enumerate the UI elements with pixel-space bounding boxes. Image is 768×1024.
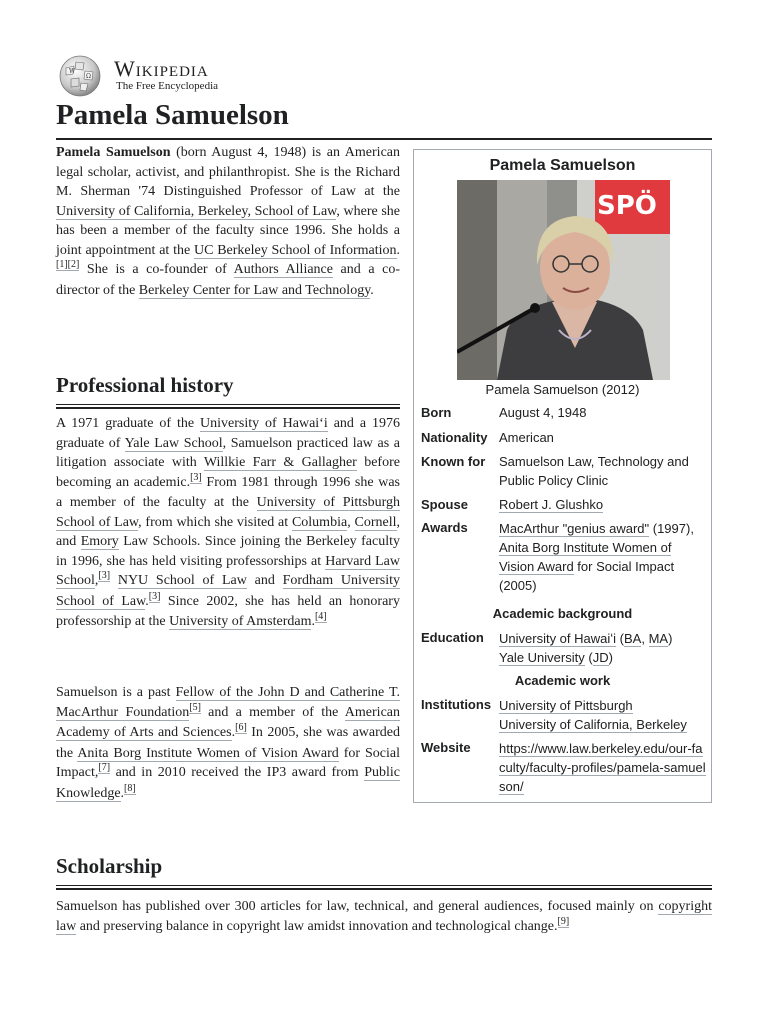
- infobox-label-institutions: Institutions: [421, 697, 492, 712]
- infobox-label-awards: Awards: [421, 520, 468, 535]
- link-macarthur-fellow[interactable]: Fellow of the John D and Catherine T. MacArthur Foundation: [56, 685, 401, 720]
- infobox-heading-academic-background: Academic background: [492, 606, 633, 621]
- wikipedia-logo[interactable]: [56, 54, 256, 98]
- svg-text:Ω: Ω: [86, 73, 91, 80]
- infobox-value-known-for: Samuelson Law, Technology and Public Policy Clinic: [499, 454, 689, 488]
- link-columbia[interactable]: Columbia: [291, 514, 348, 530]
- link-website[interactable]: https://www.law.berkeley.edu/our-faculty/faculty-profiles/pamela-samuelson/: [499, 741, 706, 794]
- intro-text: .: [396, 242, 400, 258]
- photo-sign-text: SPÖ: [597, 191, 657, 221]
- infobox-value-awards: MacArthur "genius award" (1997), Anita Borg Institute Women of Vision Award for Social Impact (2005): [499, 521, 694, 593]
- link-ma[interactable]: MA: [648, 631, 669, 646]
- section-heading-scholarship: Scholarship: [56, 851, 712, 886]
- link-harvard-law-school[interactable]: Harvard Law School: [56, 553, 400, 588]
- infobox-title: Pamela Samuelson: [489, 157, 636, 174]
- citation-5[interactable]: [5]: [189, 701, 201, 713]
- photo-caption: Pamela Samuelson (2012): [485, 382, 640, 397]
- link-anita-borg-women-of-vision[interactable]: Anita Borg Institute Women of Vision Award: [499, 540, 672, 574]
- wikipedia-wordmark: Wikipedia: [114, 56, 209, 81]
- infobox: [413, 149, 712, 803]
- link-robert-glushko[interactable]: Robert J. Glushko: [499, 497, 604, 512]
- link-uc-berkeley-law[interactable]: University of California, Berkeley, School of Law: [56, 203, 337, 219]
- link-university-of-hawaii[interactable]: University of Hawaiʻi: [200, 416, 328, 431]
- link-inst-uc-berkeley[interactable]: University of California, Berkeley: [499, 717, 687, 732]
- wikipedia-globe-icon: [56, 54, 104, 98]
- intro-paragraph: [56, 143, 400, 300]
- infobox-value-institutions: [499, 696, 707, 734]
- svg-text:W: W: [69, 68, 76, 75]
- wikipedia-tagline: The Free Encyclopedia: [116, 80, 219, 92]
- citation-4[interactable]: [4]: [314, 611, 327, 622]
- citation-3b[interactable]: [3]: [98, 570, 111, 581]
- citation-8[interactable]: [8]: [124, 782, 136, 794]
- link-nyu-law[interactable]: NYU School of Law: [117, 573, 247, 588]
- infobox-value-education: University of Hawaiʻi (BA, MA) Yale University (JD): [499, 631, 673, 665]
- link-yale-law-school[interactable]: Yale Law School: [124, 435, 223, 451]
- citation-1[interactable]: [1]: [56, 259, 68, 270]
- infobox-label-nationality: Nationality: [421, 430, 488, 445]
- citation-6[interactable]: [6]: [235, 722, 247, 733]
- infobox-label-known-for: Known for: [421, 454, 486, 469]
- link-yale-university[interactable]: Yale University: [499, 650, 585, 665]
- citation-3[interactable]: [3]: [190, 471, 202, 483]
- link-copyright-law[interactable]: copyright law: [56, 899, 712, 934]
- infobox-value-nationality: American: [499, 430, 554, 445]
- intro-text: and a co-director of the: [56, 262, 401, 298]
- link-jd[interactable]: JD: [592, 650, 609, 665]
- professional-history-paragraph-1: A 1971 graduate of the University of Hawaiʻi and a 1976 graduate of Yale Law School, Samuelson practiced law as a litigation associate with Willkie Farr & Gallagher before becoming an academic.[3] From 1981 through 1996 she was a member of the faculty at the University of Pittsburgh School of Law, from which she visited at Columbia, Cornell, and Emory Law Schools. Since joining the Berkeley faculty in 1996, she has held visiting professorships at Harvard Law School,[3] NYU School of Law and Fordham University School of Law.[3] Since 2002, she has held an honorary professorship at the University of Amsterdam.[4]: [56, 416, 401, 629]
- intro-text: (born August 4, 1948) is an American legal scholar, activist, and philanthropist. She is the Richard M. Sherman '74 Distinguished Professor of Law at the: [56, 145, 400, 199]
- citation-3c[interactable]: [3]: [148, 590, 161, 602]
- link-edu-hawaii[interactable]: University of Hawaiʻi: [499, 631, 617, 646]
- link-uc-berkeley-information[interactable]: UC Berkeley School of Information: [193, 242, 397, 258]
- link-willkie-farr-gallagher[interactable]: Willkie Farr & Gallagher: [203, 455, 357, 470]
- link-macarthur-genius-award[interactable]: MacArthur "genius award": [499, 521, 650, 536]
- section-heading-professional-history: Professional history: [56, 370, 400, 405]
- citation-2[interactable]: [2]: [67, 259, 80, 270]
- link-anita-borg-award[interactable]: Anita Borg Institute Women of Vision Award: [77, 745, 339, 761]
- infobox-value-spouse: [499, 495, 707, 514]
- infobox-label-spouse: Spouse: [421, 497, 468, 512]
- infobox-value-born: August 4, 1948: [499, 405, 587, 420]
- link-inst-pittsburgh[interactable]: University of Pittsburgh: [499, 698, 633, 713]
- link-public-knowledge[interactable]: Public Knowledge: [56, 765, 400, 801]
- intro-text: .: [370, 282, 374, 298]
- subject-name: Pamela Samuelson: [56, 145, 171, 160]
- link-american-academy[interactable]: American Academy of Arts and Sciences: [56, 704, 400, 740]
- link-berkeley-center-law-tech[interactable]: Berkeley Center for Law and Technology: [138, 282, 371, 298]
- link-authors-alliance[interactable]: Authors Alliance: [233, 262, 333, 277]
- link-fordham-law[interactable]: Fordham University School of Law: [56, 573, 401, 609]
- infobox-value-website: [499, 739, 707, 796]
- citation-7[interactable]: [7]: [98, 762, 111, 773]
- infobox-label-education: Education: [421, 630, 484, 645]
- portrait-photo[interactable]: [457, 180, 670, 380]
- professional-history-paragraph-2: Samuelson is a past Fellow of the John D and Catherine T. MacArthur Foundation[5] and a member of the American Academy of Arts and Sciences.[6] In 2005, she was awarded the Anita Borg Institute Women of Vision Award for Social Impact,[7] and in 2010 received the IP3 award from Public Knowledge.[8]: [56, 685, 401, 801]
- intro-text: She is a co-founder of: [79, 262, 234, 277]
- link-cornell[interactable]: Cornell: [354, 514, 397, 530]
- scholarship-paragraph: Samuelson has published over 300 articles for law, technical, and general audiences, focused mainly on copyright law and preserving balance in copyright law amidst innovation and technological change.[9]: [56, 899, 712, 934]
- infobox-heading-academic-work: Academic work: [514, 673, 611, 688]
- page-title: Pamela Samuelson: [56, 96, 712, 140]
- link-pittsburgh-law[interactable]: University of Pittsburgh School of Law: [56, 495, 401, 530]
- link-emory[interactable]: Emory: [80, 534, 119, 549]
- link-university-of-amsterdam[interactable]: University of Amsterdam: [169, 614, 312, 629]
- intro-text: , where she has been a member of the faculty since 1996. She holds a joint appointment at the: [56, 203, 400, 258]
- infobox-label-website: Website: [421, 740, 471, 755]
- infobox-label-born: Born: [421, 405, 452, 420]
- link-ba[interactable]: BA: [624, 631, 642, 646]
- citation-9[interactable]: [9]: [557, 915, 570, 927]
